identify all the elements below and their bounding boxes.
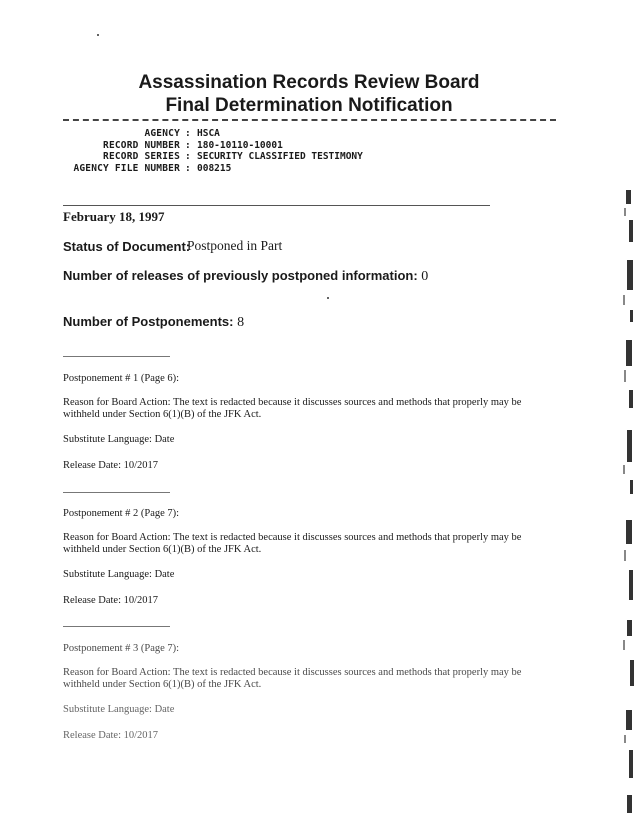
- postponement-reason: Reason for Board Action: The text is redacted because it discusses sources and methods that properly may be withheld under Section 6(1)(B) of the JFK Act.: [63, 667, 522, 690]
- scan-speck: [97, 34, 99, 36]
- postponements-line: [63, 314, 244, 331]
- postponement-reason: Reason for Board Action: The text is redacted because it discusses sources and methods that properly may be withheld under Section 6(1)(B) of the JFK Act.: [63, 397, 522, 420]
- status-label: Status of Document:: [63, 239, 191, 254]
- notification-title: Final Determination Notification: [165, 95, 453, 116]
- record-values: [197, 128, 363, 174]
- postponements-value: 8: [237, 315, 245, 330]
- scan-edge-noise: [620, 180, 638, 826]
- releases-value: 0: [421, 269, 429, 284]
- dashed-divider: [63, 119, 556, 121]
- record-number-label: RECORD NUMBER: [103, 139, 180, 151]
- postponement-release-date: Release Date: 10/2017: [63, 460, 159, 471]
- record-series-value: SECURITY CLASSIFIED TESTIMONY: [197, 151, 363, 162]
- header-rule: [63, 205, 490, 206]
- agency-file-number-label: AGENCY FILE NUMBER: [73, 162, 180, 174]
- postponements-label: Number of Postponements:: [63, 314, 234, 329]
- separator: :: [185, 162, 191, 174]
- separator: :: [185, 139, 191, 151]
- agency-file-number-value: 008215: [197, 162, 232, 174]
- record-separators: [185, 128, 191, 174]
- postponement-heading: Postponement # 2 (Page 7):: [63, 508, 180, 519]
- scan-speck: [327, 297, 329, 299]
- postponement-rule: [63, 356, 170, 357]
- postponement-substitute: Substitute Language: Date: [63, 704, 175, 715]
- document-date: February 18, 1997: [63, 209, 165, 224]
- agency-label: AGENCY: [144, 128, 180, 139]
- postponement-rule: [63, 626, 170, 627]
- postponement-release-date: Release Date: 10/2017: [63, 730, 159, 741]
- postponement-heading: Postponement # 1 (Page 6):: [63, 373, 180, 384]
- postponement-substitute: Substitute Language: Date: [63, 569, 175, 580]
- separator: :: [185, 151, 191, 162]
- postponement-substitute: Substitute Language: Date: [63, 434, 175, 445]
- postponement-reason: Reason for Board Action: The text is redacted because it discusses sources and methods that properly may be withheld under Section 6(1)(B) of the JFK Act.: [63, 532, 522, 555]
- board-title: Assassination Records Review Board: [138, 72, 480, 93]
- separator: :: [185, 128, 191, 139]
- record-series-label: RECORD SERIES: [103, 151, 180, 162]
- status-value: Postponed in Part: [187, 238, 283, 253]
- record-number-value: 180-10110-10001: [197, 139, 283, 151]
- postponement-rule: [63, 492, 170, 493]
- record-labels: [60, 128, 180, 174]
- postponement-heading: Postponement # 3 (Page 7):: [63, 643, 180, 654]
- releases-label: Number of releases of previously postponed information:: [63, 268, 418, 283]
- releases-line: [63, 268, 428, 285]
- agency-value: HSCA: [197, 128, 220, 139]
- postponement-release-date: Release Date: 10/2017: [63, 595, 159, 606]
